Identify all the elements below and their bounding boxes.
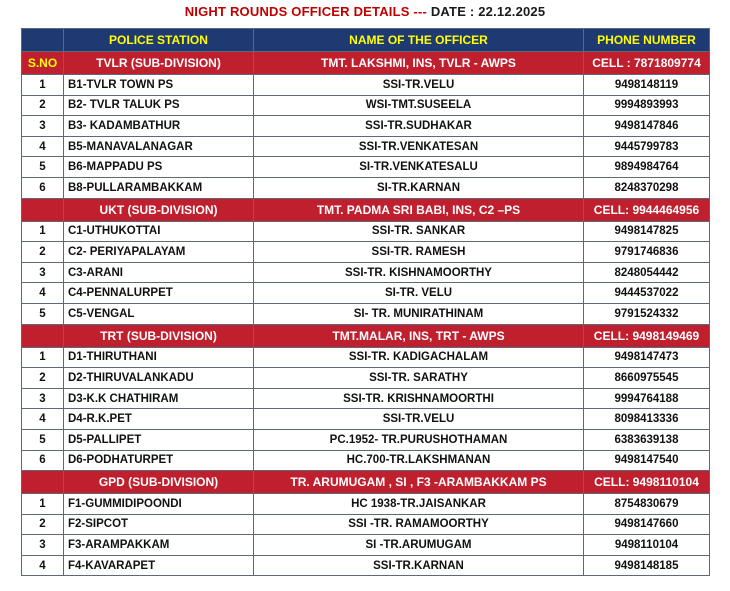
subdivision-phone: CELL: 9944464956	[584, 198, 710, 221]
table-row	[22, 409, 710, 430]
row-station: B5-MANAVALANAGAR	[64, 136, 254, 157]
row-phone: 9498147540	[584, 450, 710, 471]
subdivision-officer: TMT. LAKSHMI, INS, TVLR - AWPS	[254, 52, 584, 75]
subdivision-officer: TMT.MALAR, INS, TRT - AWPS	[254, 324, 584, 347]
subdivision-row	[22, 198, 710, 221]
row-phone: 6383639138	[584, 429, 710, 450]
officer-table-body	[22, 29, 710, 576]
row-phone: 9994893993	[584, 95, 710, 116]
row-sno: 2	[22, 95, 64, 116]
table-row	[22, 177, 710, 198]
row-phone: 9994764188	[584, 388, 710, 409]
row-phone: 9791524332	[584, 303, 710, 324]
row-officer: PC.1952- TR.PURUSHOTHAMAN	[254, 429, 584, 450]
row-phone: 9498148119	[584, 75, 710, 96]
table-row	[22, 95, 710, 116]
row-officer: SSI -TR. RAMAMOORTHY	[254, 514, 584, 535]
row-sno: 3	[22, 388, 64, 409]
subdivision-name: GPD (SUB-DIVISION)	[64, 471, 254, 494]
row-phone: 8248054442	[584, 262, 710, 283]
row-sno: 3	[22, 535, 64, 556]
row-sno: 4	[22, 409, 64, 430]
row-officer: SSI-TR. KISHNAMOORTHY	[254, 262, 584, 283]
row-station: C3-ARANI	[64, 262, 254, 283]
row-station: C5-VENGAL	[64, 303, 254, 324]
row-station: D6-PODHATURPET	[64, 450, 254, 471]
row-phone: 9445799783	[584, 136, 710, 157]
row-sno: 2	[22, 514, 64, 535]
row-officer: SI-TR.KARNAN	[254, 177, 584, 198]
row-sno: 1	[22, 347, 64, 368]
table-row	[22, 262, 710, 283]
subdivision-name: TRT (SUB-DIVISION)	[64, 324, 254, 347]
row-sno: 6	[22, 177, 64, 198]
row-station: F4-KAVARAPET	[64, 555, 254, 576]
subdivision-sno-label: S.NO	[22, 52, 64, 75]
table-row	[22, 450, 710, 471]
table-row	[22, 283, 710, 304]
table-row	[22, 157, 710, 178]
row-station: D3-K.K CHATHIRAM	[64, 388, 254, 409]
row-phone: 9444537022	[584, 283, 710, 304]
row-officer: SSI-TR. KADIGACHALAM	[254, 347, 584, 368]
row-officer: SSI-TR. SARATHY	[254, 368, 584, 389]
table-row	[22, 242, 710, 263]
row-station: B1-TVLR TOWN PS	[64, 75, 254, 96]
row-sno: 4	[22, 555, 64, 576]
officer-table	[21, 28, 710, 576]
row-station: D2-THIRUVALANKADU	[64, 368, 254, 389]
table-row	[22, 429, 710, 450]
subdivision-row	[22, 324, 710, 347]
header-officer: NAME OF THE OFFICER	[254, 29, 584, 52]
row-officer: SSI-TR. SANKAR	[254, 221, 584, 242]
row-station: B3- KADAMBATHUR	[64, 116, 254, 137]
row-phone: 8248370298	[584, 177, 710, 198]
header-phone: PHONE NUMBER	[584, 29, 710, 52]
row-officer: SSI-TR. KRISHNAMOORTHI	[254, 388, 584, 409]
table-row	[22, 388, 710, 409]
table-row	[22, 221, 710, 242]
row-sno: 1	[22, 221, 64, 242]
row-station: F2-SIPCOT	[64, 514, 254, 535]
table-row	[22, 368, 710, 389]
row-station: D4-R.K.PET	[64, 409, 254, 430]
row-officer: SSI-TR.VENKATESAN	[254, 136, 584, 157]
row-phone: 9498147846	[584, 116, 710, 137]
row-sno: 5	[22, 157, 64, 178]
subdivision-name: UKT (SUB-DIVISION)	[64, 198, 254, 221]
subdivision-officer: TR. ARUMUGAM , SI , F3 -ARAMBAKKAM PS	[254, 471, 584, 494]
row-station: F3-ARAMPAKKAM	[64, 535, 254, 556]
row-phone: 9498147473	[584, 347, 710, 368]
subdivision-phone: CELL: 9498110104	[584, 471, 710, 494]
row-officer: SI-TR.VENKATESALU	[254, 157, 584, 178]
row-phone: 9498110104	[584, 535, 710, 556]
row-sno: 5	[22, 429, 64, 450]
row-officer: SI-TR. VELU	[254, 283, 584, 304]
row-officer: SSI-TR. RAMESH	[254, 242, 584, 263]
row-station: D5-PALLIPET	[64, 429, 254, 450]
header-station: POLICE STATION	[64, 29, 254, 52]
subdivision-phone: CELL: 9498149469	[584, 324, 710, 347]
row-station: C4-PENNALURPET	[64, 283, 254, 304]
row-sno: 3	[22, 262, 64, 283]
row-officer: SI -TR.ARUMUGAM	[254, 535, 584, 556]
row-station: B8-PULLARAMBAKKAM	[64, 177, 254, 198]
row-sno: 5	[22, 303, 64, 324]
row-sno: 6	[22, 450, 64, 471]
table-row	[22, 116, 710, 137]
row-sno: 2	[22, 242, 64, 263]
table-row	[22, 75, 710, 96]
header-sno-cell	[22, 29, 64, 52]
row-phone: 9498148185	[584, 555, 710, 576]
row-officer: SSI-TR.KARNAN	[254, 555, 584, 576]
table-header-row	[22, 29, 710, 52]
table-row	[22, 136, 710, 157]
table-row	[22, 494, 710, 515]
subdivision-name: TVLR (SUB-DIVISION)	[64, 52, 254, 75]
row-sno: 4	[22, 136, 64, 157]
row-officer: WSI-TMT.SUSEELA	[254, 95, 584, 116]
row-phone: 8098413336	[584, 409, 710, 430]
subdivision-row	[22, 52, 710, 75]
row-phone: 9498147660	[584, 514, 710, 535]
row-phone: 9894984764	[584, 157, 710, 178]
title-date: DATE : 22.12.2025	[430, 4, 546, 19]
row-sno: 1	[22, 494, 64, 515]
row-officer: SSI-TR.VELU	[254, 75, 584, 96]
row-station: C1-UTHUKOTTAI	[64, 221, 254, 242]
row-sno: 2	[22, 368, 64, 389]
subdivision-officer: TMT. PADMA SRI BABI, INS, C2 –PS	[254, 198, 584, 221]
row-phone: 8660975545	[584, 368, 710, 389]
row-officer: SI- TR. MUNIRATHINAM	[254, 303, 584, 324]
subdivision-phone: CELL : 7871809774	[584, 52, 710, 75]
subdivision-row	[22, 471, 710, 494]
subdivision-sno-label	[22, 471, 64, 494]
table-row	[22, 303, 710, 324]
subdivision-sno-label	[22, 198, 64, 221]
row-officer: SSI-TR.SUDHAKAR	[254, 116, 584, 137]
table-row	[22, 514, 710, 535]
row-phone: 8754830679	[584, 494, 710, 515]
subdivision-sno-label	[22, 324, 64, 347]
title-separator: ---	[409, 4, 431, 19]
title-text: NIGHT ROUNDS OFFICER DETAILS	[184, 4, 410, 19]
row-station: F1-GUMMIDIPOONDI	[64, 494, 254, 515]
row-officer: HC.700-TR.LAKSHMANAN	[254, 450, 584, 471]
row-station: B2- TVLR TALUK PS	[64, 95, 254, 116]
row-sno: 4	[22, 283, 64, 304]
page-title	[0, 4, 730, 19]
row-phone: 9498147825	[584, 221, 710, 242]
row-officer: SSI-TR.VELU	[254, 409, 584, 430]
row-officer: HC 1938-TR.JAISANKAR	[254, 494, 584, 515]
row-sno: 1	[22, 75, 64, 96]
table-row	[22, 535, 710, 556]
row-phone: 9791746836	[584, 242, 710, 263]
row-station: B6-MAPPADU PS	[64, 157, 254, 178]
row-sno: 3	[22, 116, 64, 137]
row-station: D1-THIRUTHANI	[64, 347, 254, 368]
row-station: C2- PERIYAPALAYAM	[64, 242, 254, 263]
table-row	[22, 555, 710, 576]
table-row	[22, 347, 710, 368]
